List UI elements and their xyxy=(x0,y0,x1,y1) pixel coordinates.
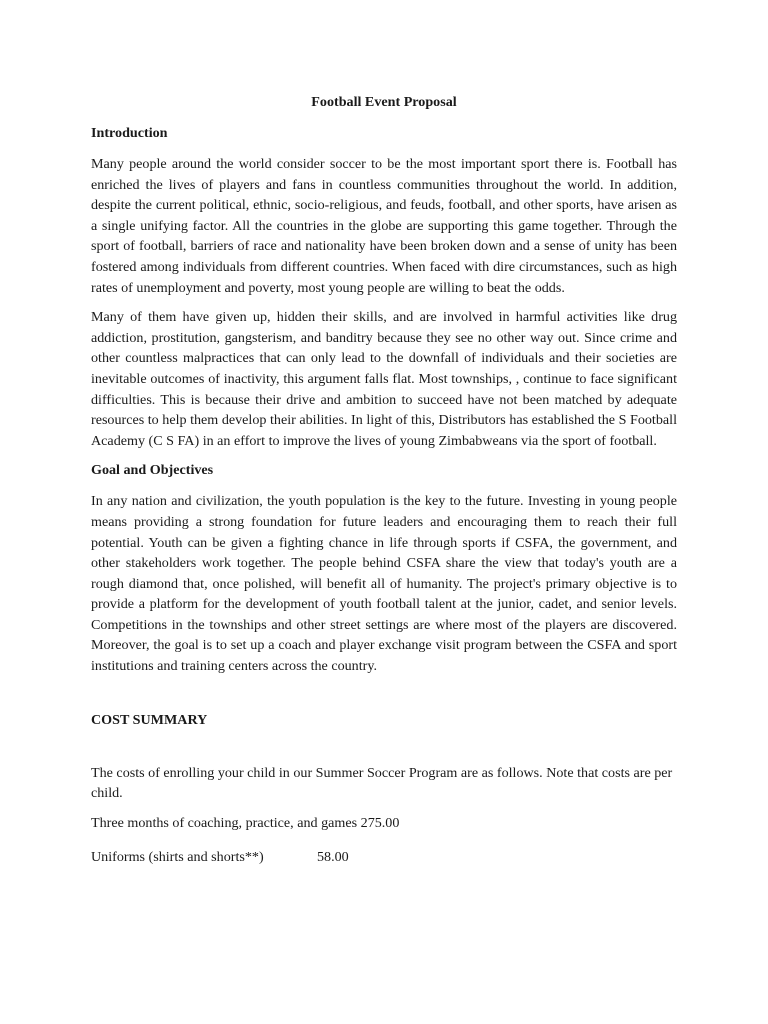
cost-item-label: Three months of coaching, practice, and games xyxy=(91,814,358,831)
introduction-heading: Introduction xyxy=(91,125,168,141)
cost-item-label: Uniforms (shirts and shorts**) xyxy=(91,849,264,866)
introduction-paragraph-1: Many people around the world consider soccer to be the most important sport there is. Football has enriched the lives of players and fans in countless communities throughout the world. In addition, despite the current political, ethnic, socio-religious, and feuds, football, and other sports, have arisen as a single unifying factor. All the countries in the globe are supporting this game together. Through the sport of football, barriers of race and nationality have been broken down and a sense of unity has been fostered among individuals from different countries. When faced with dire circumstances, such as high rates of unemployment and poverty, most young people are willing to beat the odds. xyxy=(91,156,677,296)
cost-summary-intro: The costs of enrolling your child in our Summer Soccer Program are as follows. Note that costs are per child. xyxy=(91,764,673,802)
cost-summary-heading: COST SUMMARY xyxy=(91,711,208,728)
goals-paragraph: In any nation and civilization, the youth population is the key to the future. Investing in young people means providing a strong foundation for future leaders and encouraging them to reach their full potential. Youth can be given a fighting chance in life through sports if CSFA, the government, and other stakeholders work together. The people behind CSFA share the view that today's youth are a rough diamond that, once polished, will benefit all of humanity. The project's primary objective is to provide a platform for the development of youth football talent at the junior, cadet, and senior levels. Competitions in the townships and other street settings are where most of the players are discovered. Moreover, the goal is to set up a coach and player exchange visit program between the CSFA and sport institutions and training centers across the country. xyxy=(91,493,677,675)
cost-item-amount: 275.00 xyxy=(360,814,400,831)
cost-item-amount: 58.00 xyxy=(317,849,349,866)
document-title: Football Event Proposal xyxy=(311,94,457,110)
goals-heading: Goal and Objectives xyxy=(91,462,214,479)
introduction-paragraph-2: Many of them have given up, hidden their skills, and are involved in harmful activities like drug addiction, prostitution, gangsterism, and banditry because they see no other way out. Since crime and other countless malpractices that can only lead to the downfall of individuals and their societies are inevitable outcomes of inactivity, this argument falls flat. Most townships, , continue to face significant difficulties. This is because their drive and ambition to succeed have not been matched by adequate resources to help them develop their abilities. In light of this, Distributors has established the S Football Academy (C S FA) in an effort to improve the lives of young Zimbabweans via the sport of football. xyxy=(91,309,677,449)
cost-item xyxy=(91,813,677,834)
cost-item xyxy=(91,847,677,868)
document-page xyxy=(91,92,677,882)
